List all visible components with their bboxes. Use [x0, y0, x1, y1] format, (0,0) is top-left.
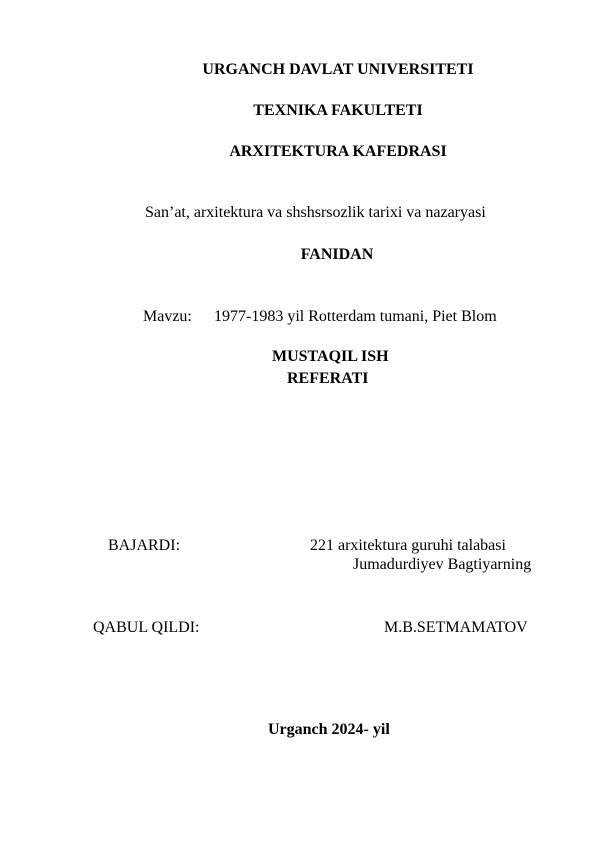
place-year: Urganch 2024- yil	[268, 721, 390, 738]
subject-suffix: FANIDAN	[300, 246, 374, 263]
university-name: URGANCH DAVLAT UNIVERSITETI	[202, 61, 474, 78]
topic-value: 1977-1983 yil Rotterdam tumani, Piet Blom	[214, 308, 497, 325]
receiver-name: M.B.SETMAMATOV	[384, 619, 528, 636]
faculty-name: TEXNIKA FAKULTETI	[253, 102, 423, 119]
performer-group: 221 arxitektura guruhi talabasi	[310, 537, 506, 554]
performer-label: BAJARDI:	[108, 537, 181, 554]
department-name: ARXITEKTURA KAFEDRASI	[229, 143, 447, 160]
subject-name: San’at, arxitektura va shshsrsozlik tarixi va nazaryasi	[145, 204, 486, 221]
work-type-line1: MUSTAQIL ISH	[272, 348, 389, 365]
receiver-label: QABUL QILDI:	[93, 619, 200, 636]
performer-name: Jumadurdiyev Bagtiyarning	[353, 556, 532, 573]
work-type-line2: REFERATI	[287, 370, 369, 387]
topic-label: Mavzu:	[143, 308, 192, 325]
